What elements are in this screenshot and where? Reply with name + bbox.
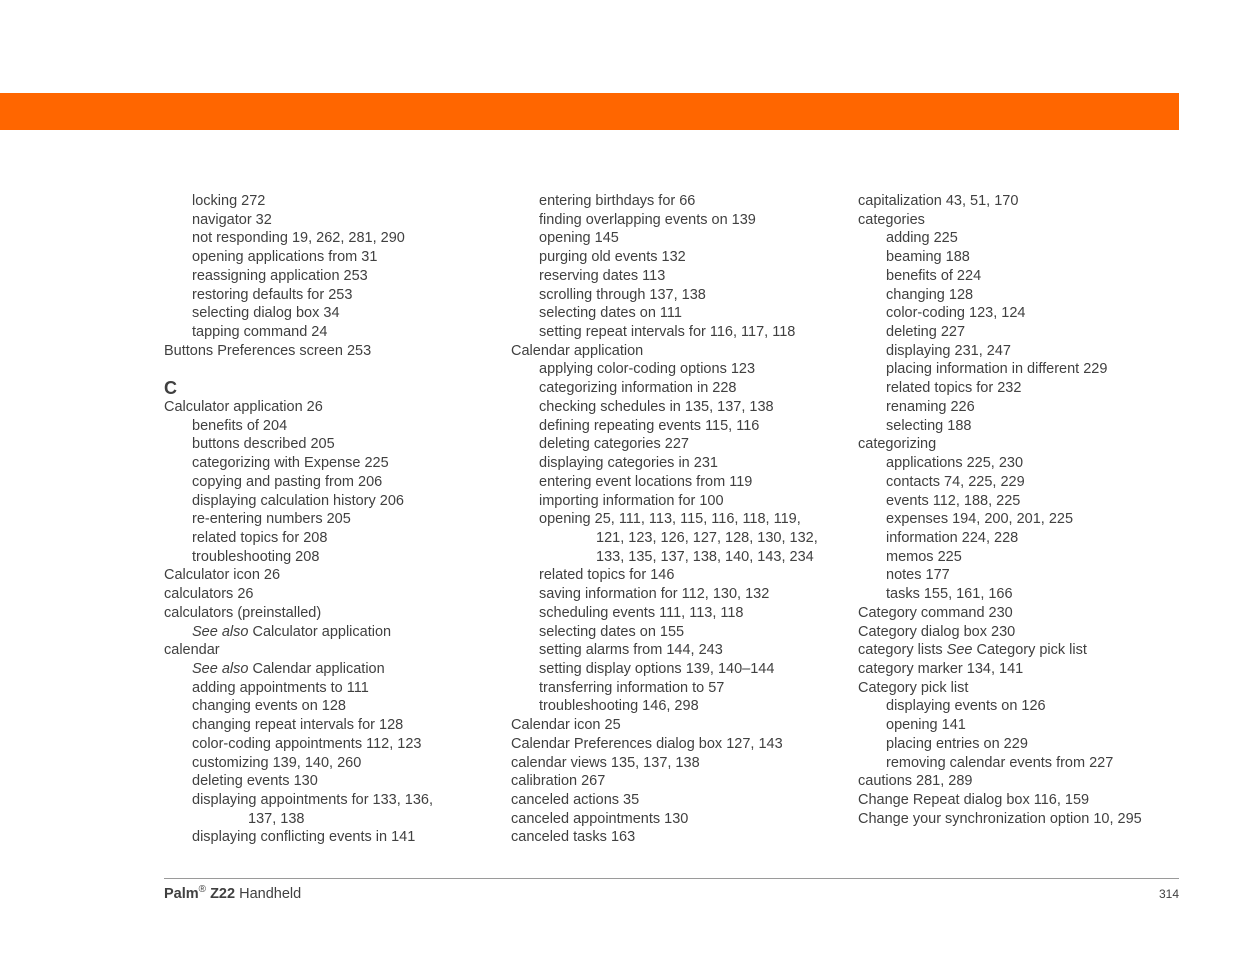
footer-divider <box>164 878 1179 879</box>
see-entry-term: category lists <box>858 642 947 659</box>
section-letter: C <box>164 378 177 399</box>
index-entry: selecting 188 <box>886 417 972 434</box>
see-also-entry <box>164 660 484 679</box>
index-entry: setting display options 139, 140–144 <box>539 660 775 677</box>
index-entry: placing information in different 229 <box>886 361 1108 378</box>
index-entry: contacts 74, 225, 229 <box>886 473 1025 490</box>
header-band <box>0 93 1179 130</box>
index-entry: Buttons Preferences screen 253 <box>164 342 372 359</box>
index-entry: troubleshooting 208 <box>192 548 320 565</box>
index-entry: calendar <box>164 642 220 659</box>
index-entry: calculators 26 <box>164 586 254 603</box>
index-entry: changing 128 <box>886 286 974 303</box>
index-entry: adding 225 <box>886 230 958 247</box>
index-entry: saving information for 112, 130, 132 <box>539 586 770 603</box>
index-entry: displaying 231, 247 <box>886 342 1011 359</box>
index-entry: applying color-coding options 123 <box>539 361 756 378</box>
index-entry: categorizing with Expense 225 <box>192 455 389 472</box>
index-entry: tapping command 24 <box>192 324 328 341</box>
see-also-target: Calendar application <box>248 660 385 677</box>
page-number: 314 <box>1158 887 1179 901</box>
index-entry: renaming 226 <box>886 398 975 415</box>
index-entry: Category command 230 <box>858 604 1013 621</box>
index-entry: displaying events on 126 <box>886 698 1046 715</box>
index-entry: Change your synchronization option 10, 295 <box>858 810 1142 827</box>
index-entry: customizing 139, 140, 260 <box>192 754 362 771</box>
index-entry: Category dialog box 230 <box>858 623 1016 640</box>
index-entry: locking 272 <box>192 193 266 209</box>
index-entry: capitalization 43, 51, 170 <box>858 193 1019 209</box>
index-entry: selecting dates on 111 <box>539 305 682 322</box>
index-entry: calendar views 135, 137, 138 <box>511 754 700 771</box>
index-entry: importing information for 100 <box>539 492 724 509</box>
footer-product-name: Handheld <box>239 885 302 902</box>
index-column-2 <box>511 192 841 847</box>
index-entry: reassigning application 253 <box>192 267 368 284</box>
index-entry-continuation: 121, 123, 126, 127, 128, 130, 132, <box>596 529 818 546</box>
index-entry: opening 25, 111, 113, 115, 116, 118, 119, <box>539 511 801 528</box>
index-entry: troubleshooting 146, 298 <box>539 698 699 715</box>
index-entry: tasks 155, 161, 166 <box>886 586 1013 603</box>
see-target: Category pick list <box>972 642 1087 659</box>
index-entry: notes 177 <box>886 567 950 584</box>
index-entry: related topics for 146 <box>539 567 675 584</box>
index-entry: re-entering numbers 205 <box>192 511 351 528</box>
index-entry: finding overlapping events on 139 <box>539 211 756 228</box>
index-entry: deleting events 130 <box>192 773 318 790</box>
index-entry: removing calendar events from 227 <box>886 754 1114 771</box>
index-entry: information 224, 228 <box>886 529 1019 546</box>
index-entry: purging old events 132 <box>539 249 686 266</box>
see-entry <box>858 641 1188 660</box>
index-entry-continuation: 133, 135, 137, 138, 140, 143, 234 <box>596 548 814 565</box>
index-entry: deleting categories 227 <box>539 436 689 453</box>
index-entry: copying and pasting from 206 <box>192 473 383 490</box>
index-entry: Calculator icon 26 <box>164 567 281 584</box>
index-entry: checking schedules in 135, 137, 138 <box>539 398 774 415</box>
index-entry: beaming 188 <box>886 249 970 266</box>
index-entry: benefits of 204 <box>192 417 288 434</box>
index-entry: changing repeat intervals for 128 <box>192 717 404 734</box>
registered-mark: ® <box>198 884 207 895</box>
index-entry: expenses 194, 200, 201, 225 <box>886 511 1074 528</box>
index-entry: transferring information to 57 <box>539 679 725 696</box>
index-entry: opening 141 <box>886 717 966 734</box>
index-entry: categorizing information in 228 <box>539 380 737 397</box>
index-entry: canceled tasks 163 <box>511 829 636 846</box>
index-entry: calculators (preinstalled) <box>164 604 322 621</box>
index-entry: changing events on 128 <box>192 698 346 715</box>
index-entry: Calculator application 26 <box>164 398 323 415</box>
index-entry: canceled appointments 130 <box>511 810 689 827</box>
index-entry: color-coding appointments 112, 123 <box>192 735 422 752</box>
index-entry: events 112, 188, 225 <box>886 492 1021 509</box>
index-entry: scrolling through 137, 138 <box>539 286 706 303</box>
index-entry-continuation: 137, 138 <box>248 810 305 827</box>
index-entry: benefits of 224 <box>886 267 982 284</box>
footer-model: Z22 <box>210 885 236 902</box>
footer-brand: Palm <box>164 885 199 902</box>
index-entry: categorizing <box>858 436 937 453</box>
index-entry: related topics for 208 <box>192 529 328 546</box>
index-entry: restoring defaults for 253 <box>192 286 353 303</box>
index-entry: entering birthdays for 66 <box>539 193 696 209</box>
index-entry: deleting 227 <box>886 324 966 341</box>
index-entry: related topics for 232 <box>886 380 1022 397</box>
index-entry: defining repeating events 115, 116 <box>539 417 760 434</box>
index-entry: Calendar Preferences dialog box 127, 143 <box>511 735 783 752</box>
see-also-entry <box>164 623 484 642</box>
index-entry: displaying categories in 231 <box>539 455 718 472</box>
index-entry: buttons described 205 <box>192 436 335 453</box>
see-also-target: Calculator application <box>248 623 392 640</box>
index-entry: category marker 134, 141 <box>858 660 1024 677</box>
index-entry: not responding 19, 262, 281, 290 <box>192 230 405 247</box>
index-entry: Calendar application <box>511 342 644 359</box>
index-entry: scheduling events 111, 113, 118 <box>539 604 744 621</box>
index-column-3 <box>858 192 1188 828</box>
footer-product <box>164 884 301 902</box>
index-entry: displaying conflicting events in 141 <box>192 829 416 846</box>
index-entry: selecting dialog box 34 <box>192 305 340 322</box>
index-entry: Calendar icon 25 <box>511 717 621 734</box>
index-entry: color-coding 123, 124 <box>886 305 1026 322</box>
index-entry: adding appointments to 111 <box>192 679 369 696</box>
index-entry: canceled actions 35 <box>511 792 640 808</box>
index-entry: navigator 32 <box>192 211 272 228</box>
index-entry: displaying calculation history 206 <box>192 492 404 509</box>
see-also-label: See also <box>192 623 249 640</box>
index-entry: applications 225, 230 <box>886 455 1024 472</box>
index-entry: memos 225 <box>886 548 962 565</box>
see-label: See <box>946 642 973 659</box>
index-entry: placing entries on 229 <box>886 735 1028 752</box>
index-entry: selecting dates on 155 <box>539 623 685 640</box>
index-entry: opening applications from 31 <box>192 249 378 266</box>
index-entry: opening 145 <box>539 230 619 247</box>
index-column-1 <box>164 192 484 847</box>
see-also-label: See also <box>192 660 249 677</box>
index-entry: setting alarms from 144, 243 <box>539 642 723 659</box>
index-entry: cautions 281, 289 <box>858 773 973 790</box>
index-entry: calibration 267 <box>511 773 606 790</box>
index-entry: displaying appointments for 133, 136, <box>192 792 434 808</box>
index-entry: Category pick list <box>858 679 969 696</box>
index-entry: Change Repeat dialog box 116, 159 <box>858 792 1090 808</box>
index-entry: entering event locations from 119 <box>539 473 753 490</box>
index-entry: setting repeat intervals for 116, 117, 118 <box>539 324 796 341</box>
spacer <box>164 360 484 379</box>
index-entry: reserving dates 113 <box>539 267 666 284</box>
index-entry: categories <box>858 211 925 228</box>
